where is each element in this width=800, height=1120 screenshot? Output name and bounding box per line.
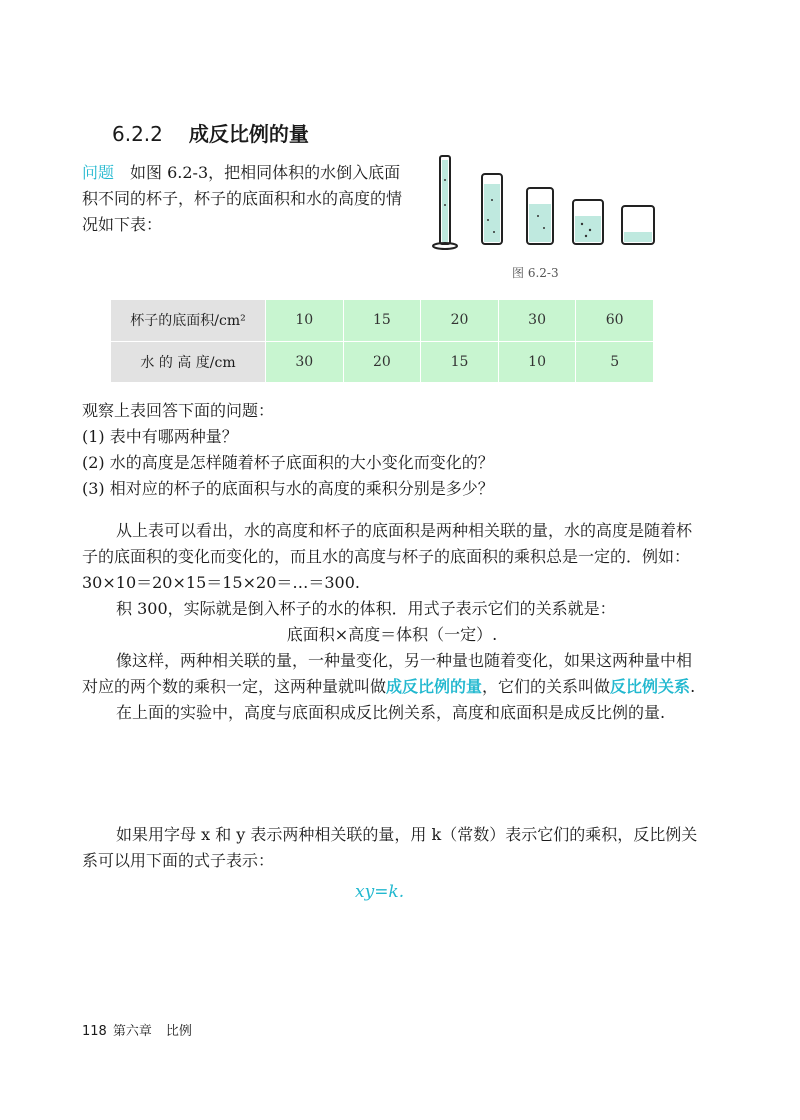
- letter-paragraph: [82, 822, 702, 874]
- definition-paragraph: [82, 648, 702, 700]
- problem-label: 问题: [82, 163, 115, 182]
- table-cell: 10: [266, 300, 344, 342]
- question-item: (2) 水的高度是怎样随着杯子底面积的大小变化而变化的？: [82, 453, 494, 472]
- text-span: .: [690, 677, 696, 696]
- question-item: (3) 相对应的杯子的底面积与水的高度的乘积分别是多少？: [82, 479, 494, 498]
- page-number: 118: [82, 1024, 107, 1039]
- chapter-title: 比例: [165, 1024, 192, 1039]
- questions-block: [82, 398, 494, 502]
- questions-intro: 观察上表回答下面的问题：: [82, 401, 275, 420]
- main-text: [82, 518, 702, 726]
- table-cell: 5: [576, 341, 654, 383]
- problem-paragraph: [82, 160, 402, 238]
- data-table: [110, 299, 654, 383]
- question-item: (1) 表中有哪两种量？: [82, 427, 238, 446]
- table-cell: 30: [498, 300, 576, 342]
- section-heading: 成反比例的量: [188, 122, 309, 146]
- term-inverse-quantity: 成反比例的量: [386, 677, 483, 696]
- table-cell: 15: [343, 300, 421, 342]
- paragraph: 积 300，实际就是倒入杯子的水的体积．用式子表示它们的关系就是：: [116, 599, 616, 618]
- section-number: 6.2.2: [112, 122, 163, 146]
- problem-text: 如图 6.2-3，把相同体积的水倒入底面积不同的杯子，杯子的底面积和水的高度的情况如下表：: [82, 163, 403, 234]
- table-row: [111, 341, 654, 383]
- row-header-height: 水 的 高 度/cm: [111, 341, 266, 383]
- table-cell: 10: [498, 341, 576, 383]
- table-cell: 30: [266, 341, 344, 383]
- page-footer: [82, 1020, 192, 1039]
- figure-caption: 图 6.2-3: [512, 266, 559, 280]
- term-inverse-relation: 反比例关系: [610, 677, 691, 696]
- table-cell: 60: [576, 300, 654, 342]
- row-header-area: 杯子的底面积/cm²: [111, 300, 266, 342]
- text-span: ，它们的关系叫做: [482, 677, 611, 696]
- cups-illustration: [430, 150, 660, 260]
- table-cell: 20: [343, 341, 421, 383]
- formula: xy=k.: [355, 882, 405, 902]
- paragraph: 如果用字母 x 和 y 表示两种相关联的量，用 k（常数）表示它们的乘积，反比例关系可以用下面的式子表示：: [82, 825, 698, 870]
- text-span: 像这样，两种相关联的量，一种量变化，另一种量也随着变化，如果这两种量中相对应的两个数的乘积一定，这两种量就叫做: [82, 651, 693, 696]
- chapter-label: 第六章: [112, 1024, 152, 1039]
- paragraph: 在上面的实验中，高度与底面积成反比例关系，高度和底面积是成反比例的量.: [116, 703, 666, 722]
- table-cell: 20: [421, 300, 499, 342]
- table-row: [111, 300, 654, 342]
- section-title: [112, 118, 309, 147]
- equation: 底面积×高度＝体积（一定）.: [286, 625, 498, 644]
- table-cell: 15: [421, 341, 499, 383]
- paragraph: 从上表可以看出，水的高度和杯子的底面积是两种相关联的量，水的高度是随着杯子的底面积的变化而变化的，而且水的高度与杯子的底面积的乘积总是一定的．例如：30×10＝20×15＝15×20＝…＝300.: [82, 521, 693, 592]
